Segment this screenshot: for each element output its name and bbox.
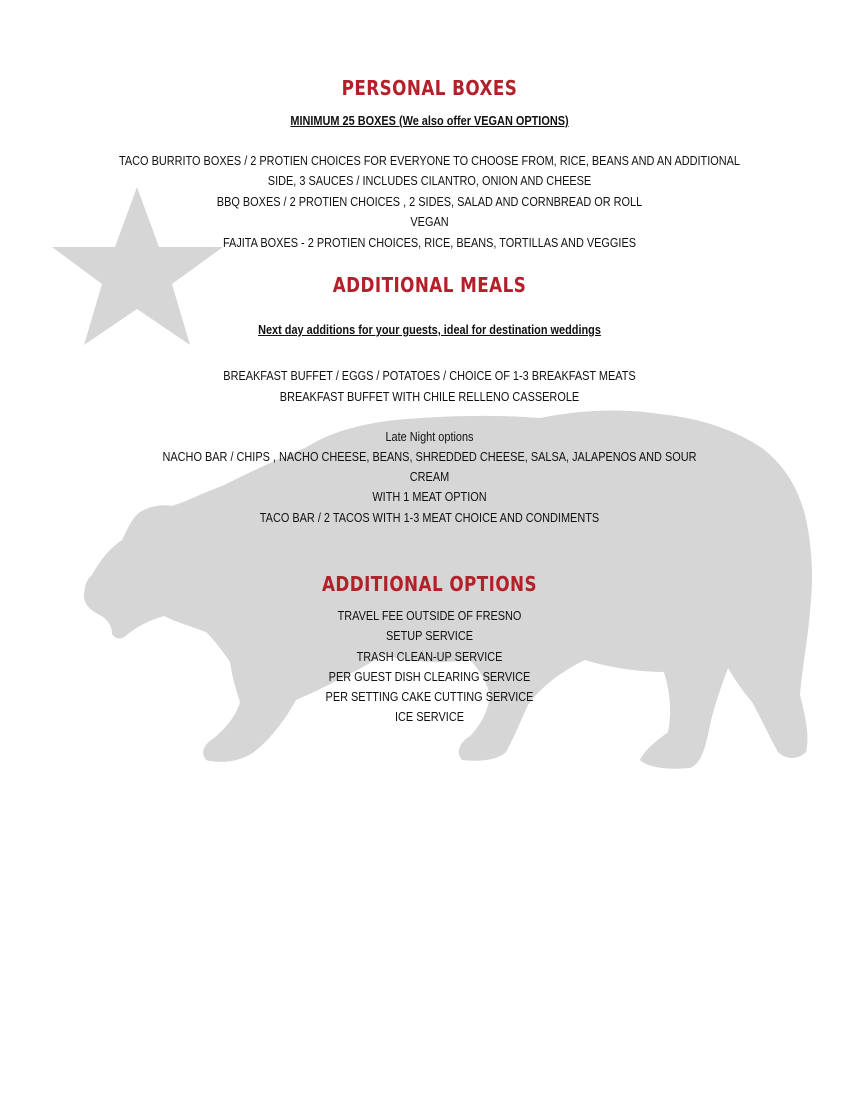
menu-line: NACHO BAR / CHIPS , NACHO CHEESE, BEANS, SHREDDED CHEESE, SALSA, JALAPENOS AND SOUR xyxy=(162,449,697,464)
menu-line: PER SETTING CAKE CUTTING SERVICE xyxy=(325,689,534,704)
menu-line: BREAKFAST BUFFET WITH CHILE RELLENO CASSEROLE xyxy=(279,389,580,404)
menu-line: TACO BAR / 2 TACOS WITH 1-3 MEAT CHOICE AND CONDIMENTS xyxy=(259,510,600,525)
personal-boxes-subheading: MINIMUM 25 BOXES (We also offer VEGAN OPTIONS) xyxy=(290,113,569,128)
menu-line: PER GUEST DISH CLEARING SERVICE xyxy=(328,669,531,684)
menu-line: SIDE, 3 SAUCES / INCLUDES CILANTRO, ONION AND CHEESE xyxy=(267,173,592,188)
menu-line: BBQ BOXES / 2 PROTIEN CHOICES , 2 SIDES, SALAD AND CORNBREAD OR ROLL xyxy=(216,194,643,209)
menu-line: ICE SERVICE xyxy=(395,709,464,724)
menu-line: VEGAN xyxy=(410,214,449,229)
additional-meals-heading: ADDITIONAL MEALS xyxy=(332,273,527,297)
menu-line: SETUP SERVICE xyxy=(386,628,473,643)
additional-options-heading: ADDITIONAL OPTIONS xyxy=(321,572,538,596)
menu-line: CREAM xyxy=(409,469,450,484)
additional-meals-subheading: Next day additions for your guests, ideal for destination weddings xyxy=(258,322,601,337)
personal-boxes-heading: PERSONAL BOXES xyxy=(341,76,518,100)
menu-line: TRAVEL FEE OUTSIDE OF FRESNO xyxy=(337,608,522,623)
menu-line: FAJITA BOXES - 2 PROTIEN CHOICES, RICE, BEANS, TORTILLAS AND VEGGIES xyxy=(222,235,637,250)
menu-line: TACO BURRITO BOXES / 2 PROTIEN CHOICES FOR EVERYONE TO CHOOSE FROM, RICE, BEANS AND AN ADDITIONAL xyxy=(119,153,740,168)
menu-line: TRASH CLEAN-UP SERVICE xyxy=(356,649,503,664)
menu-line: BREAKFAST BUFFET / EGGS / POTATOES / CHOICE OF 1-3 BREAKFAST MEATS xyxy=(223,368,636,383)
late-night-label: Late Night options xyxy=(385,429,474,444)
menu-line: WITH 1 MEAT OPTION xyxy=(372,489,487,504)
